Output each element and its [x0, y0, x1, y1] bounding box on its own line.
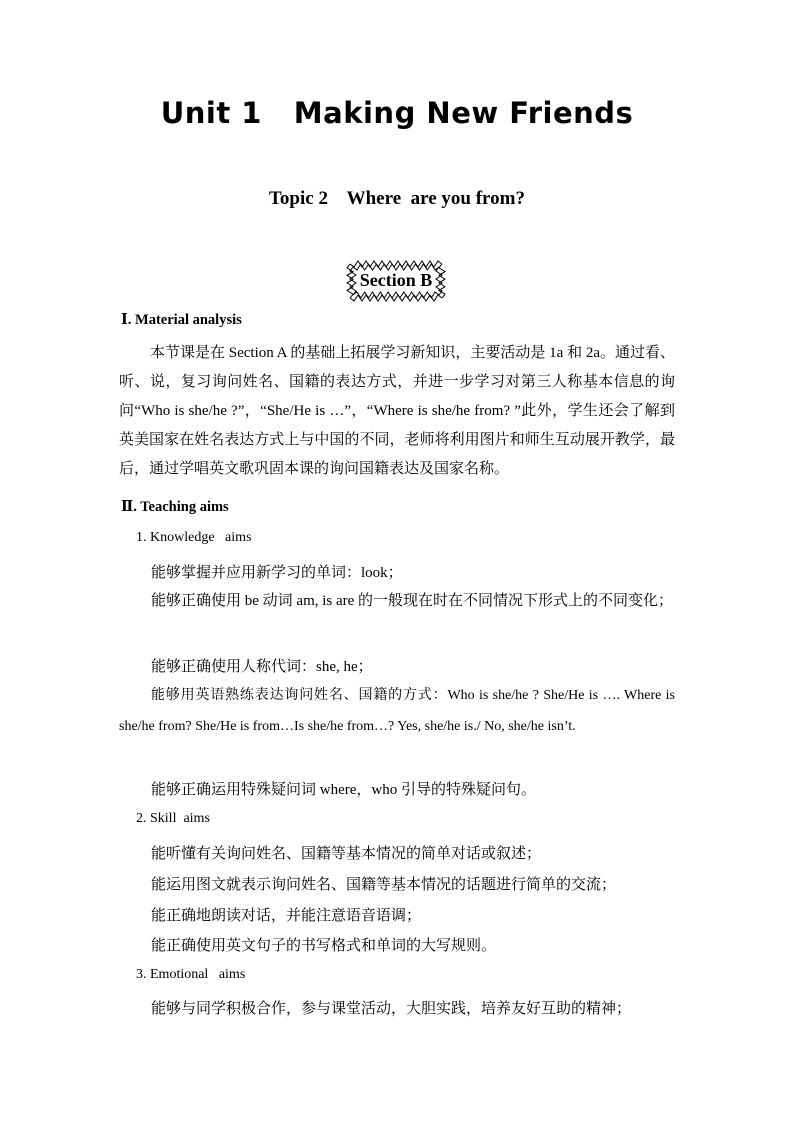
emotional-line-1: 能够与同学积极合作，参与课堂活动，大胆实践，培养友好互助的精神；: [151, 1001, 632, 1017]
skill-line-3: 能正确地朗读对话，并能注意语音语调；: [151, 908, 422, 924]
section-badge: [346, 260, 446, 302]
section-label: Section B: [359, 270, 433, 290]
unit-title: Unit 1 Making New Friends: [160, 96, 634, 130]
knowledge-line-2: 能够正确使用 be 动词 am, is are 的一般现在时在不同情况下形式上的不同变化；: [151, 593, 674, 609]
skill-line-4: 能正确使用英文句子的书写格式和单词的大写规则。: [151, 938, 497, 954]
knowledge-line-1: 能够掌握并应用新学习的单词：look；: [151, 565, 403, 581]
knowledge-line-5: 能够正确运用特殊疑问词 where，who 引导的特殊疑问句。: [151, 782, 536, 798]
teaching-aims-heading: Ⅱ. Teaching aims: [121, 499, 229, 515]
knowledge-line-3: 能够正确使用人称代词：she, he；: [151, 659, 373, 675]
material-paragraph: 本节课是在 Section A 的基础上拓展学习新知识，主要活动是 1a 和 2a。通过看、听、说，复习询问姓名、国籍的表达方式，并进一步学习对第三人称基本信息的询问“Who is she/he ?”，“She/He is …”，“Where is she/he from? ”此外，学生还会了解到英美国家在姓名表达方式上与中国的不同，老师将利用图片和师生互动展开教学，最后，通过学唱英文歌巩固本课的询问国籍表达及国家名称。: [119, 345, 675, 477]
skill-line-1: 能听懂有关询问姓名、国籍等基本情况的简单对话或叙述；: [151, 846, 542, 862]
skill-line-2: 能运用图文就表示询问姓名、国籍等基本情况的话题进行简单的交流；: [151, 877, 617, 893]
skill-aims-label: 2. Skill aims: [136, 811, 210, 826]
knowledge-line-4: 能够用英语熟练表达询问姓名、国籍的方式：Who is she/he ? She/He is …. Where is she/he from? She/He is from…Is she/he from…? Yes, she/he is./ No, she/he isn’t.: [119, 688, 675, 734]
emotional-aims-label: 3. Emotional aims: [136, 967, 246, 982]
knowledge-aims-label: 1. Knowledge aims: [136, 530, 252, 545]
topic-title: Topic 2 Where are you from?: [269, 188, 525, 209]
material-heading: Ⅰ. Material analysis: [121, 312, 242, 328]
